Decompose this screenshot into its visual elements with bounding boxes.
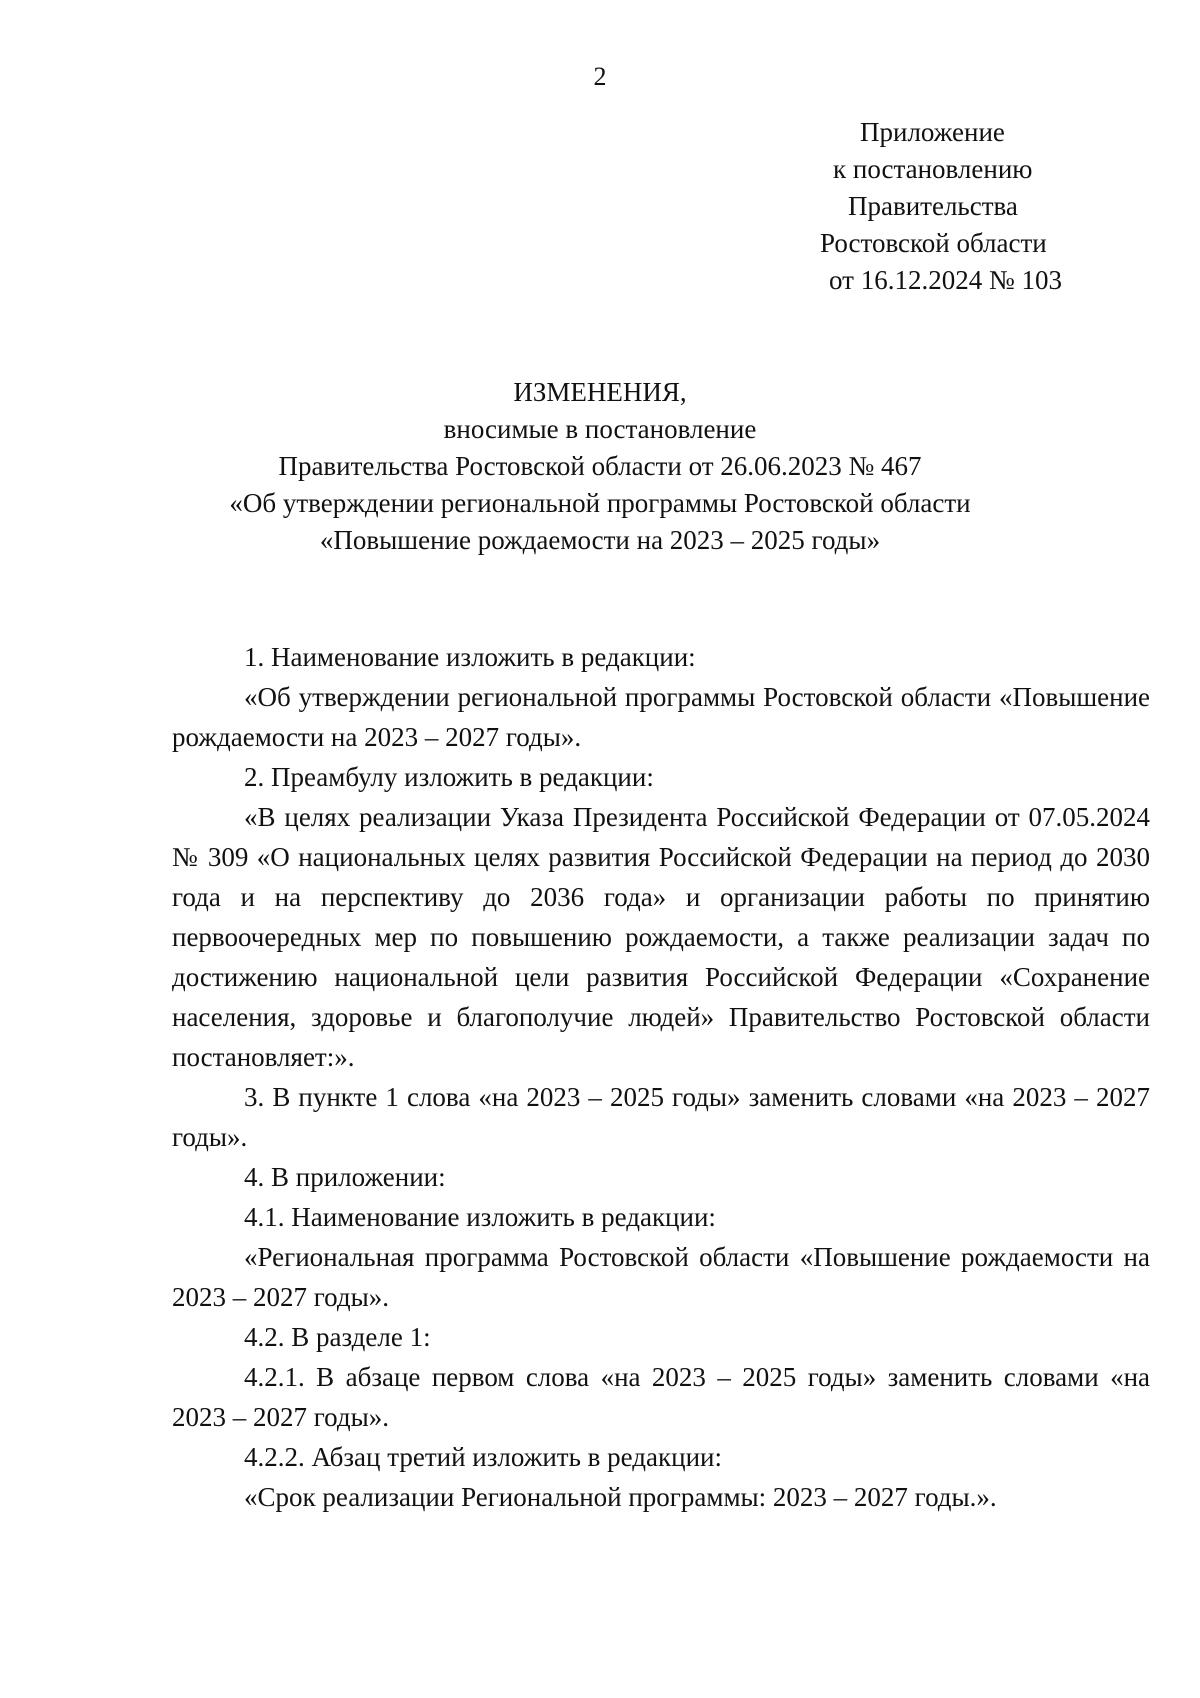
title-line: «Об утверждении региональной программы Ростовской области — [229, 488, 971, 518]
paragraph: 4. В приложении: — [244, 1162, 446, 1192]
appendix-line: Правительства — [848, 191, 1018, 221]
paragraph: 1. Наименование изложить в редакции: — [244, 642, 696, 672]
paragraph: 3. В пункте 1 слова «на 2023 – 2025 годы» заменить словами «на 2023 – 2027 годы». — [172, 1082, 1150, 1152]
paragraph: «Региональная программа Ростовской области «Повышение рождаемости на 2023 – 2027 годы». — [172, 1242, 1150, 1312]
page-number: 2 — [593, 62, 607, 91]
appendix-line: к постановлению — [833, 154, 1033, 184]
appendix-line: Приложение — [860, 117, 1005, 147]
title-line: «Повышение рождаемости на 2023 – 2025 годы» — [319, 525, 881, 555]
appendix-line: Ростовской области — [820, 228, 1047, 258]
document-title — [170, 374, 1030, 559]
title-heading: ИЗМЕНЕНИЯ, — [513, 377, 687, 407]
appendix-block — [820, 114, 1180, 299]
appendix-line: от 16.12.2024 № 103 — [829, 265, 1062, 295]
paragraph: 4.2.1. В абзаце первом слова «на 2023 – 2025 годы» заменить словами «на 2023 – 2027 годы». — [172, 1362, 1150, 1432]
paragraph: «В целях реализации Указа Президента Российской Федерации от 07.05.2024 № 309 «О национальных целях развития Российской Федерации на период до 2030 года и на перспективу до 2036 года» и организации работы по принятию первоочередных мер по повышению рождаемости, а также реализации задач по достижению национальной цели развития Российской Федерации «Сохранение населения, здоровье и благополучие людей» Правительство Ростовской области постановляет:». — [172, 802, 1150, 1072]
paragraph: «Об утверждении региональной программы Ростовской области «Повышение рождаемости на 2023 – 2027 годы». — [172, 682, 1150, 752]
title-line: вносимые в постановление — [443, 414, 757, 444]
paragraph: 4.1. Наименование изложить в редакции: — [244, 1202, 716, 1232]
title-line: Правительства Ростовской области от 26.06.2023 № 467 — [278, 451, 922, 481]
document-body — [172, 637, 1150, 1517]
paragraph: 2. Преамбулу изложить в редакции: — [244, 762, 654, 792]
paragraph: 4.2.2. Абзац третий изложить в редакции: — [244, 1442, 722, 1472]
paragraph: «Срок реализации Региональной программы: 2023 – 2027 годы.». — [244, 1482, 997, 1512]
paragraph: 4.2. В разделе 1: — [244, 1322, 431, 1352]
